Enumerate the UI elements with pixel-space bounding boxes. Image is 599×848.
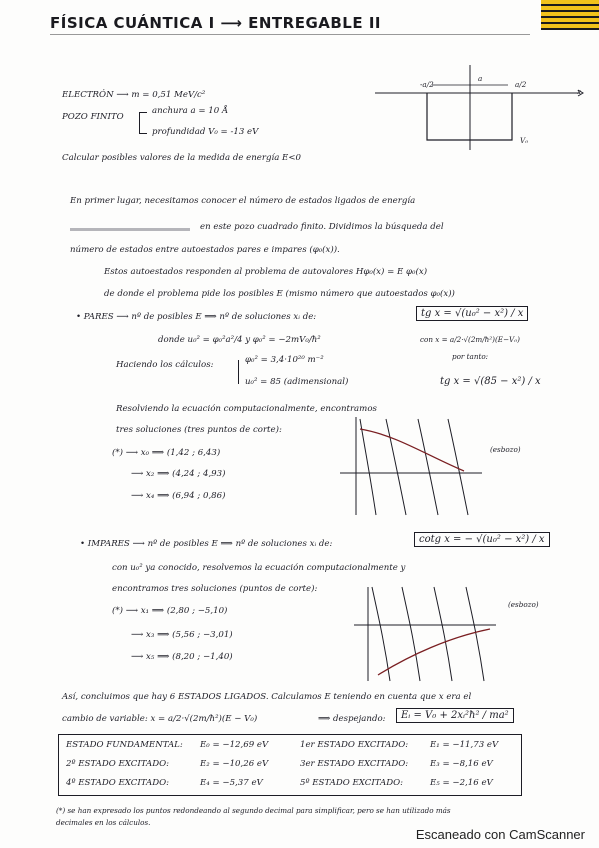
pares-calc-label: Haciendo los cálculos:: [116, 360, 214, 370]
energy-value-1: E₁ = −11,73 eV: [430, 740, 499, 750]
given-bracket-bottom: [139, 133, 147, 134]
scanner-watermark: Escaneado con CamScanner: [415, 827, 585, 842]
impares-line3: encontramos tres soluciones (puntos de corte):: [112, 584, 318, 594]
conclusion-line2b: ⟹ despejando:: [318, 714, 386, 724]
given-bracket: [139, 112, 140, 134]
intro-p1-line1: En primer lugar, necesitamos conocer el número de estados ligados de energía: [70, 196, 416, 206]
energy-value-4: E₄ = −5,37 eV: [200, 778, 263, 788]
pares-por-tanto: por tanto:: [452, 352, 489, 361]
diagram-x-label: x: [577, 87, 582, 96]
pares-side-note: con x = a/2·√(2m/ħ²)(E−V₀): [420, 335, 520, 344]
pares-heading: • PARES ⟶ nº de posibles E ⟹ nº de soluciones xᵢ de:: [76, 312, 317, 322]
footnote-line1: (*) se han expresado los puntos redondeando al segundo decimal para simplificar, pero se han utilizado más: [56, 806, 451, 815]
pencil-stripe-decoration: [541, 0, 599, 30]
conclusion-line1: Así, concluimos que hay 6 ESTADOS LIGADOS. Calculamos E teniendo en cuenta que x era el: [62, 692, 472, 702]
pares-calc1: φ₀² = 3,4·10²⁰ m⁻²: [245, 355, 324, 365]
intro-p2-line2: de donde el problema pide los posibles E (mismo número que autoestados φ₀(x)): [104, 289, 455, 299]
impares-heading: • IMPARES ⟶ nº de posibles E ⟹ nº de soluciones xᵢ de:: [80, 539, 333, 549]
diagram-right-label: a/2: [515, 80, 527, 89]
strikethrough-scribble: [70, 228, 190, 231]
diagram-left-label: -a/2: [420, 80, 434, 89]
intro-p2-line1: Estos autoestados responden al problema de autovalores Hφ₀(x) = E φ₀(x): [104, 267, 428, 277]
diagram-v0-label: V₀: [520, 136, 529, 145]
diagram-top-label: a: [478, 74, 483, 83]
footnote-line2: decimales en los cálculos.: [56, 818, 151, 827]
pares-sketch: [336, 415, 486, 520]
given-electron: ELECTRÓN ⟶ m = 0,51 MeV/c²: [62, 90, 206, 100]
pares-resolve-2: tres soluciones (tres puntos de corte):: [116, 425, 282, 435]
given-bracket-top: [139, 112, 147, 113]
given-task: Calcular posibles valores de la medida de energía E<0: [62, 153, 301, 163]
energy-value-0: E₀ = −12,69 eV: [200, 740, 269, 750]
given-width: anchura a = 10 Å: [152, 106, 229, 116]
impares-equation-box: cotg x = − √(u₀² − x²) / x: [414, 532, 550, 547]
calc-bracket: [238, 360, 239, 384]
energy-label-3: 3er ESTADO EXCITADO:: [300, 759, 409, 769]
pares-calc2: u₀² = 85 (adimensional): [245, 377, 349, 387]
pares-resolve-1: Resolviendo la ecuación computacionalmente, encontramos: [116, 404, 377, 414]
pares-sketch-note: (esbozo): [490, 445, 521, 454]
energy-label-4: 4º ESTADO EXCITADO:: [66, 778, 170, 788]
energy-value-3: E₃ = −8,16 eV: [430, 759, 493, 769]
intro-p1-line3: número de estados entre autoestados pares e impares (φ₀(x)).: [70, 245, 340, 255]
pares-equation-box: tg x = √(u₀² − x²) / x: [416, 306, 528, 321]
page-title: FÍSICA CUÁNTICA I ⟶ ENTREGABLE II: [50, 14, 381, 32]
energy-value-5: E₅ = −2,16 eV: [430, 778, 493, 788]
given-depth: profundidad V₀ = -13 eV: [152, 127, 259, 137]
pares-solution-3: ⟶ x₄ ⟹ (6,94 ; 0,86): [131, 491, 226, 501]
energy-label-0: ESTADO FUNDAMENTAL:: [66, 740, 183, 750]
conclusion-line2: cambio de variable: x = a/2·√(2m/ħ²)(E − V₀): [62, 714, 258, 724]
energy-formula-box: Eᵢ = V₀ + 2xᵢ²ħ² / ma²: [396, 708, 514, 723]
energy-value-2: E₂ = −10,26 eV: [200, 759, 269, 769]
energy-label-2: 2º ESTADO EXCITADO:: [66, 759, 170, 769]
pares-definitions: donde u₀² = φ₀²a²/4 y φ₀² = −2mV₀/ħ²: [158, 335, 321, 345]
impares-sketch-note: (esbozo): [508, 600, 539, 609]
impares-sketch: [350, 585, 500, 685]
impares-solution-2: ⟶ x₃ ⟹ (5,56 ; −3,01): [131, 630, 233, 640]
impares-line2: con u₀² ya conocido, resolvemos la ecuación computacionalmente y: [112, 563, 406, 573]
pares-equation-2: tg x = √(85 − x²) / x: [440, 376, 541, 387]
intro-p1-line2: en este pozo cuadrado finito. Dividimos la búsqueda del: [200, 222, 444, 232]
impares-solution-3: ⟶ x₅ ⟹ (8,20 ; −1,40): [131, 652, 233, 662]
pares-solution-2: ⟶ x₂ ⟹ (4,24 ; 4,93): [131, 469, 226, 479]
pares-solution-1: (*) ⟶ x₀ ⟹ (1,42 ; 6,43): [112, 448, 221, 458]
title-rule: [50, 34, 530, 35]
energy-label-1: 1er ESTADO EXCITADO:: [300, 740, 409, 750]
given-well-label: POZO FINITO: [62, 112, 124, 122]
energy-label-5: 5º ESTADO EXCITADO:: [300, 778, 404, 788]
impares-solution-1: (*) ⟶ x₁ ⟹ (2,80 ; −5,10): [112, 606, 228, 616]
